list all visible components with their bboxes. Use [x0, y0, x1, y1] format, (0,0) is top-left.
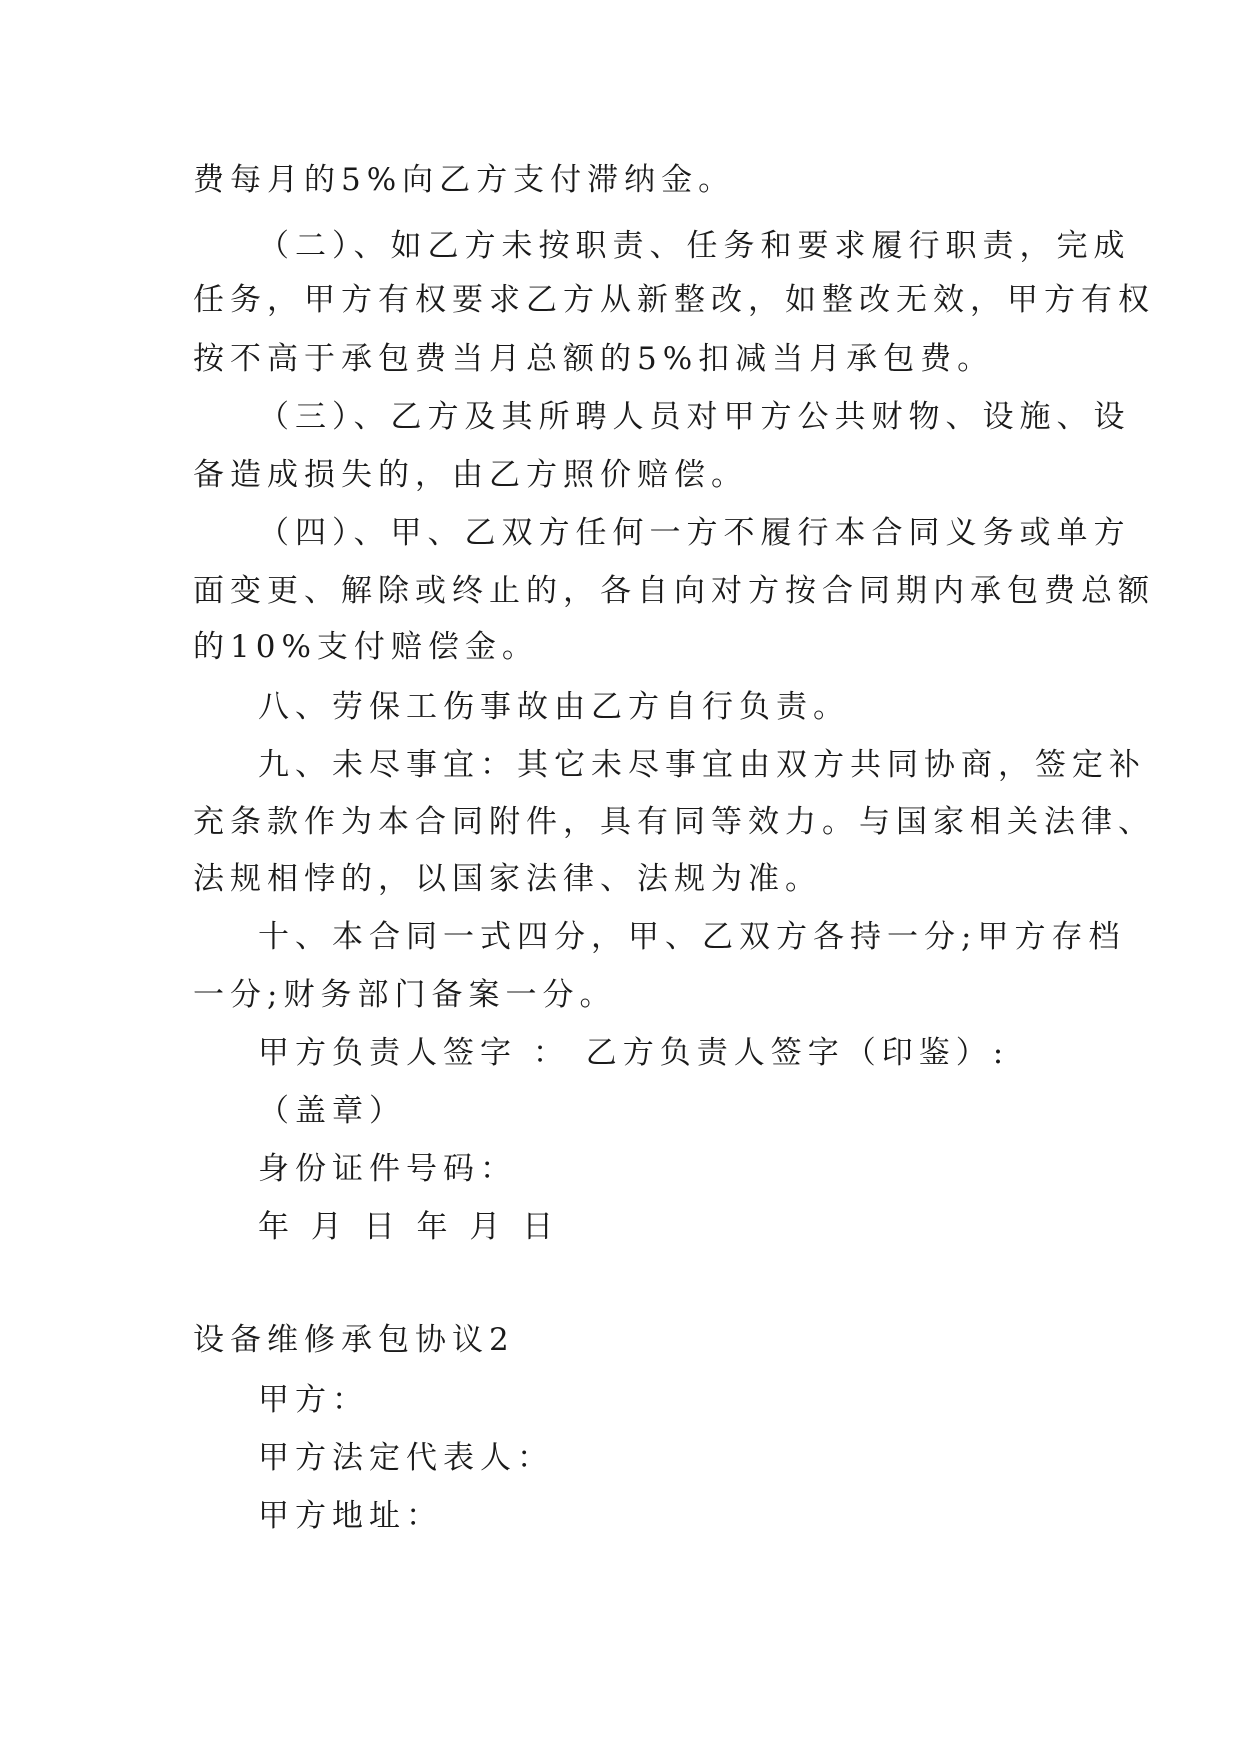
paragraph-clause-2: （二）、如乙方未按职责、任务和要求履行职责，完成	[258, 228, 1131, 264]
id-number-label: 身份证件号码：	[258, 1151, 517, 1187]
seal-label: （盖章）	[258, 1093, 406, 1129]
text-line: 费每月的5%向乙方支付滞纳金。	[193, 162, 736, 198]
text-line: 任务，甲方有权要求乙方从新整改，如整改无效，甲方有权	[193, 282, 1155, 318]
party-a-address-label: 甲方地址：	[258, 1498, 443, 1534]
section-title: 设备维修承包协议2	[193, 1322, 515, 1358]
article-9: 九、未尽事宜：其它未尽事宜由双方共同协商，签定补	[258, 747, 1146, 783]
article-8: 八、劳保工伤事故由乙方自行负责。	[258, 689, 850, 725]
signature-line: 甲方负责人签字 ： 乙方负责人签字（印鉴）:	[258, 1035, 1010, 1071]
article-10: 十、本合同一式四分，甲、乙双方各持一分;甲方存档	[258, 919, 1126, 955]
text-line: 面变更、解除或终止的，各自向对方按合同期内承包费总额	[193, 573, 1155, 609]
text-line: 一分;财务部门备案一分。	[193, 977, 617, 1013]
text-line: 备造成损失的，由乙方照价赔偿。	[193, 457, 748, 493]
paragraph-clause-4: （四）、甲、乙双方任何一方不履行本合同义务或单方	[258, 515, 1131, 551]
text-line: 按不高于承包费当月总额的5%扣减当月承包费。	[193, 341, 995, 377]
text-line: 法规相悖的，以国家法律、法规为准。	[193, 861, 822, 897]
paragraph-clause-3: （三）、乙方及其所聘人员对甲方公共财物、设施、设	[258, 399, 1131, 435]
text-line: 充条款作为本合同附件，具有同等效力。与国家相关法律、	[193, 804, 1155, 840]
date-line: 年 月 日 年 月 日	[258, 1209, 560, 1245]
text-line: 的10%支付赔偿金。	[193, 629, 539, 665]
party-a-label: 甲方：	[258, 1382, 369, 1418]
party-a-representative-label: 甲方法定代表人：	[258, 1440, 554, 1476]
